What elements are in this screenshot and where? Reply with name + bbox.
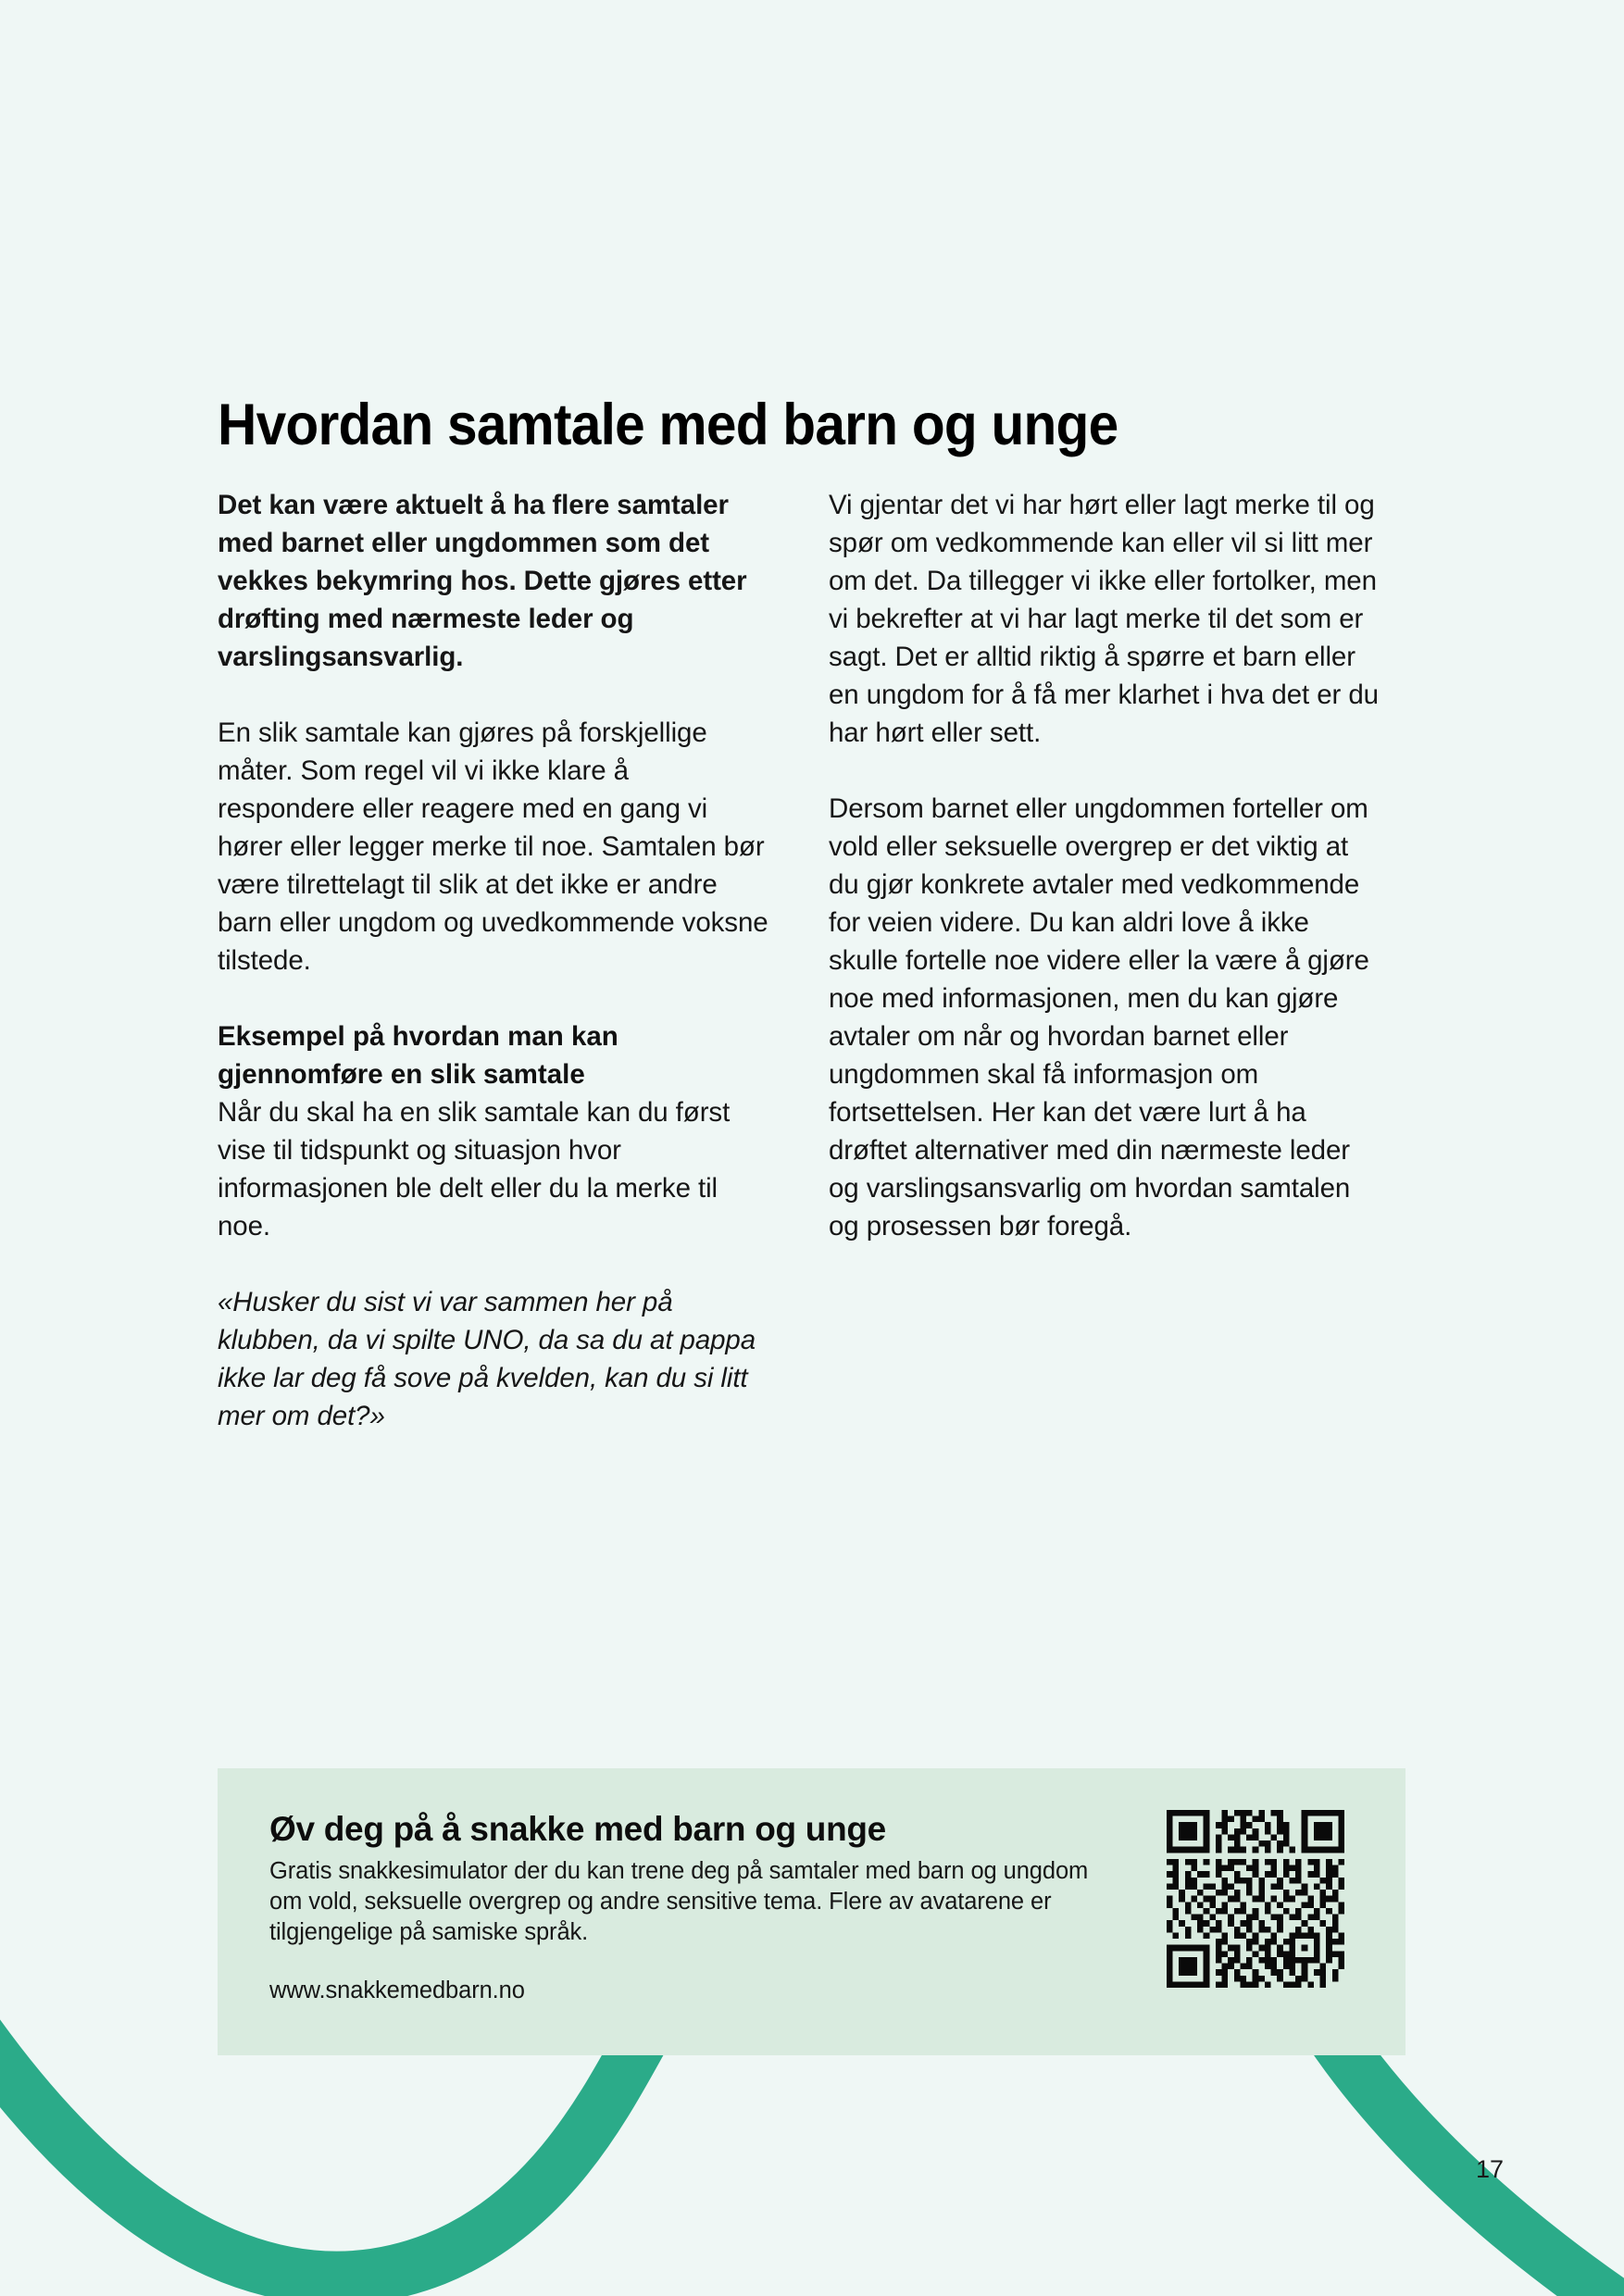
- promo-text-block: [269, 1811, 1103, 2006]
- right-paragraph-1: Vi gjentar det vi har hørt eller lagt merke til og spør om vedkommende kan eller vil si litt mer om det. Da tillegger vi ikke eller fortolker, men vi bekrefter at vi har lagt merke til det som er sagt. Det er alltid riktig å spørre et barn eller en ungdom for å få mer klarhet i hva det er du har hørt eller sett.: [829, 490, 1379, 748]
- promo-description: Gratis snakkesimulator der du kan trene deg på samtaler med barn og ungdom om vold, seksuelle overgrep og andre sensitive tema. Flere av avatarene er tilgjengelige på samiske språk.: [269, 1857, 1089, 1945]
- left-subheading: Eksempel på hvordan man kan gjennomføre en slik samtale: [218, 1021, 618, 1090]
- promo-callout-box: [218, 1768, 1405, 2055]
- promo-title: Øv deg på å snakke med barn og unge: [269, 1810, 886, 1848]
- left-column: [218, 486, 773, 1435]
- right-column: [829, 486, 1384, 1435]
- left-intro-paragraph: Det kan være aktuelt å ha flere samtaler med barnet eller ungdommen som det vekkes bekymring hos. Dette gjøres etter drøfting med nærmeste leder og varslingsansvarlig.: [218, 490, 747, 672]
- left-paragraph-2: Når du skal ha en slik samtale kan du først vise til tidspunkt og situasjon hvor informasjonen ble delt eller du la merke til noe.: [218, 1097, 731, 1242]
- qr-code-icon[interactable]: [1167, 1810, 1344, 1988]
- page-number: 17: [1476, 2155, 1505, 2183]
- promo-url[interactable]: www.snakkemedbarn.no: [269, 1977, 525, 2003]
- right-paragraph-2: Dersom barnet eller ungdommen forteller om vold eller seksuelle overgrep er det viktig at du gjør konkrete avtaler med vedkommende for veien videre. Du kan aldri love å ikke skulle fortelle noe videre eller la være å gjøre noe med informasjonen, men du kan gjøre avtaler om når og hvordan barnet eller ungdommen skal få informasjon om fortsettelsen. Her kan det være lurt å ha drøftet alternativer med din nærmeste leder og varslingsansvarlig om hvordan samtalen og prosessen bør foregå.: [829, 793, 1369, 1242]
- left-paragraph-1: En slik samtale kan gjøres på forskjellige måter. Som regel vil vi ikke klare å respondere eller reagere med en gang vi hører eller legger merke til noe. Samtalen bør være tilrettelagt til slik at det ikke er andre barn eller ungdom og uvedkommende voksne tilstede.: [218, 718, 768, 976]
- left-quote: «Husker du sist vi var sammen her på klubben, da vi spilte UNO, da sa du at pappa ikke lar deg få sove på kvelden, kan du si litt mer om det?»: [218, 1287, 756, 1431]
- body-columns: [218, 486, 1412, 1435]
- page-title: Hvordan samtale med barn og unge: [218, 393, 1118, 458]
